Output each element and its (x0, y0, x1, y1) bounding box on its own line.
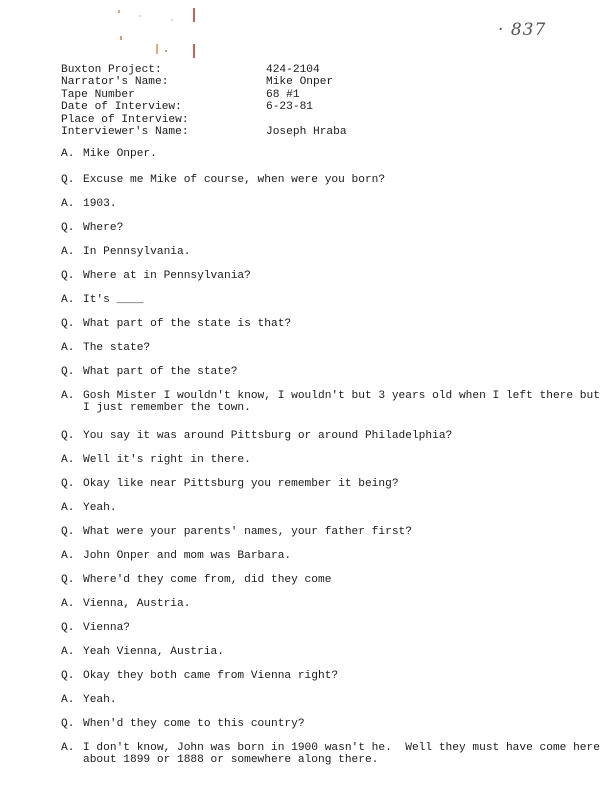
speaker-label: A. (61, 342, 75, 354)
page-number-dot: · (498, 20, 511, 40)
speaker-label: Q. (61, 222, 75, 234)
entry-text: Where'd they come from, did they come (83, 574, 332, 586)
speaker-label: A. (61, 502, 75, 514)
answer-entry (61, 198, 601, 210)
speaker-label: Q. (61, 366, 75, 378)
speaker-label: Q. (61, 526, 75, 538)
header-value: 6-23-81 (266, 101, 313, 114)
question-entry (61, 670, 601, 682)
speaker-label: A. (61, 454, 75, 466)
speaker-label: Q. (61, 478, 75, 490)
question-entry (61, 222, 601, 234)
question-entry (61, 718, 601, 730)
header-row (61, 89, 347, 101)
question-entry (61, 318, 601, 330)
header-row (61, 64, 347, 76)
entry-text: Mike Onper. (83, 148, 157, 160)
entry-text: Where? (83, 222, 124, 234)
header-label: Date of Interview: (61, 101, 182, 114)
question-entry (61, 270, 601, 282)
question-entry (61, 574, 601, 586)
answer-entry (61, 742, 607, 767)
speaker-label: Q. (61, 318, 75, 330)
speaker-label: A. (61, 198, 75, 210)
entry-text: John Onper and mom was Barbara. (83, 550, 292, 562)
entry-text: You say it was around Pittsburg or around Philadelphia? (83, 430, 453, 442)
entry-text: What part of the state is that? (83, 318, 292, 330)
answer-entry (61, 390, 607, 415)
speaker-label: A. (61, 646, 75, 658)
speaker-label: A. (61, 598, 75, 610)
page-number-value: 837 (510, 20, 547, 40)
answer-entry (61, 246, 601, 258)
entry-text: The state? (83, 342, 151, 354)
entry-text: What were your parents' names, your father first? (83, 526, 412, 538)
header-label: Place of Interview: (61, 113, 189, 126)
entry-text: 1903. (83, 198, 117, 210)
speaker-label: Q. (61, 574, 75, 586)
question-entry (61, 622, 601, 634)
question-entry (61, 174, 601, 186)
interview-header (61, 64, 347, 138)
entry-text: What part of the state? (83, 366, 238, 378)
entry-text: Vienna, Austria. (83, 598, 191, 610)
entry-text: When'd they come to this country? (83, 718, 305, 730)
speaker-label: Q. (61, 718, 75, 730)
speaker-label: A. (61, 694, 75, 706)
entry-text: Okay like near Pittsburg you remember it being? (83, 478, 399, 490)
entry-text: It's ____ (83, 294, 144, 306)
speaker-label: A. (61, 390, 75, 402)
header-label: Tape Number (61, 88, 135, 101)
answer-entry (61, 454, 601, 466)
header-row (61, 126, 347, 138)
answer-entry (61, 502, 601, 514)
speaker-label: A. (61, 294, 75, 306)
header-value: Mike Onper (266, 76, 334, 89)
question-entry (61, 430, 601, 442)
header-label: Interviewer's Name: (61, 125, 189, 138)
answer-entry (61, 342, 601, 354)
answer-entry (61, 598, 601, 610)
speaker-label: Q. (61, 270, 75, 282)
speaker-label: A. (61, 148, 75, 160)
entry-text: In Pennsylvania. (83, 246, 191, 258)
entry-text: Yeah Vienna, Austria. (83, 646, 224, 658)
header-row (61, 114, 347, 126)
speaker-label: Q. (61, 174, 75, 186)
speaker-label: Q. (61, 670, 75, 682)
header-value: 424-2104 (266, 64, 320, 76)
speaker-label: A. (61, 742, 75, 754)
punch-hole-marks (110, 6, 210, 66)
header-value: Joseph Hraba (266, 125, 347, 138)
answer-entry (61, 148, 601, 160)
header-value: 68 #1 (266, 88, 300, 101)
entry-text: Yeah. (83, 502, 117, 514)
entry-text: Okay they both came from Vienna right? (83, 670, 339, 682)
answer-entry (61, 550, 601, 562)
entry-text: Where at in Pennsylvania? (83, 270, 251, 282)
question-entry (61, 526, 601, 538)
entry-text: I don't know, John was born in 1900 wasn't he. Well they must have come here about 1899 or 1888 or somewhere along there. (83, 742, 607, 767)
question-entry (61, 366, 601, 378)
header-label: Buxton Project: (61, 64, 162, 76)
header-row (61, 76, 347, 88)
answer-entry (61, 294, 601, 306)
question-entry (61, 478, 601, 490)
entry-text: Excuse me Mike of course, when were you born? (83, 174, 386, 186)
entry-text: Vienna? (83, 622, 130, 634)
speaker-label: A. (61, 246, 75, 258)
entry-text: Yeah. (83, 694, 117, 706)
entry-text: Gosh Mister I wouldn't know, I wouldn't but 3 years old when I left there but I just remember the town. (83, 390, 607, 415)
page-number (498, 20, 546, 40)
speaker-label: Q. (61, 430, 75, 442)
speaker-label: A. (61, 550, 75, 562)
answer-entry (61, 694, 601, 706)
header-label: Narrator's Name: (61, 76, 169, 89)
answer-entry (61, 646, 601, 658)
speaker-label: Q. (61, 622, 75, 634)
entry-text: Well it's right in there. (83, 454, 251, 466)
header-row (61, 101, 347, 113)
